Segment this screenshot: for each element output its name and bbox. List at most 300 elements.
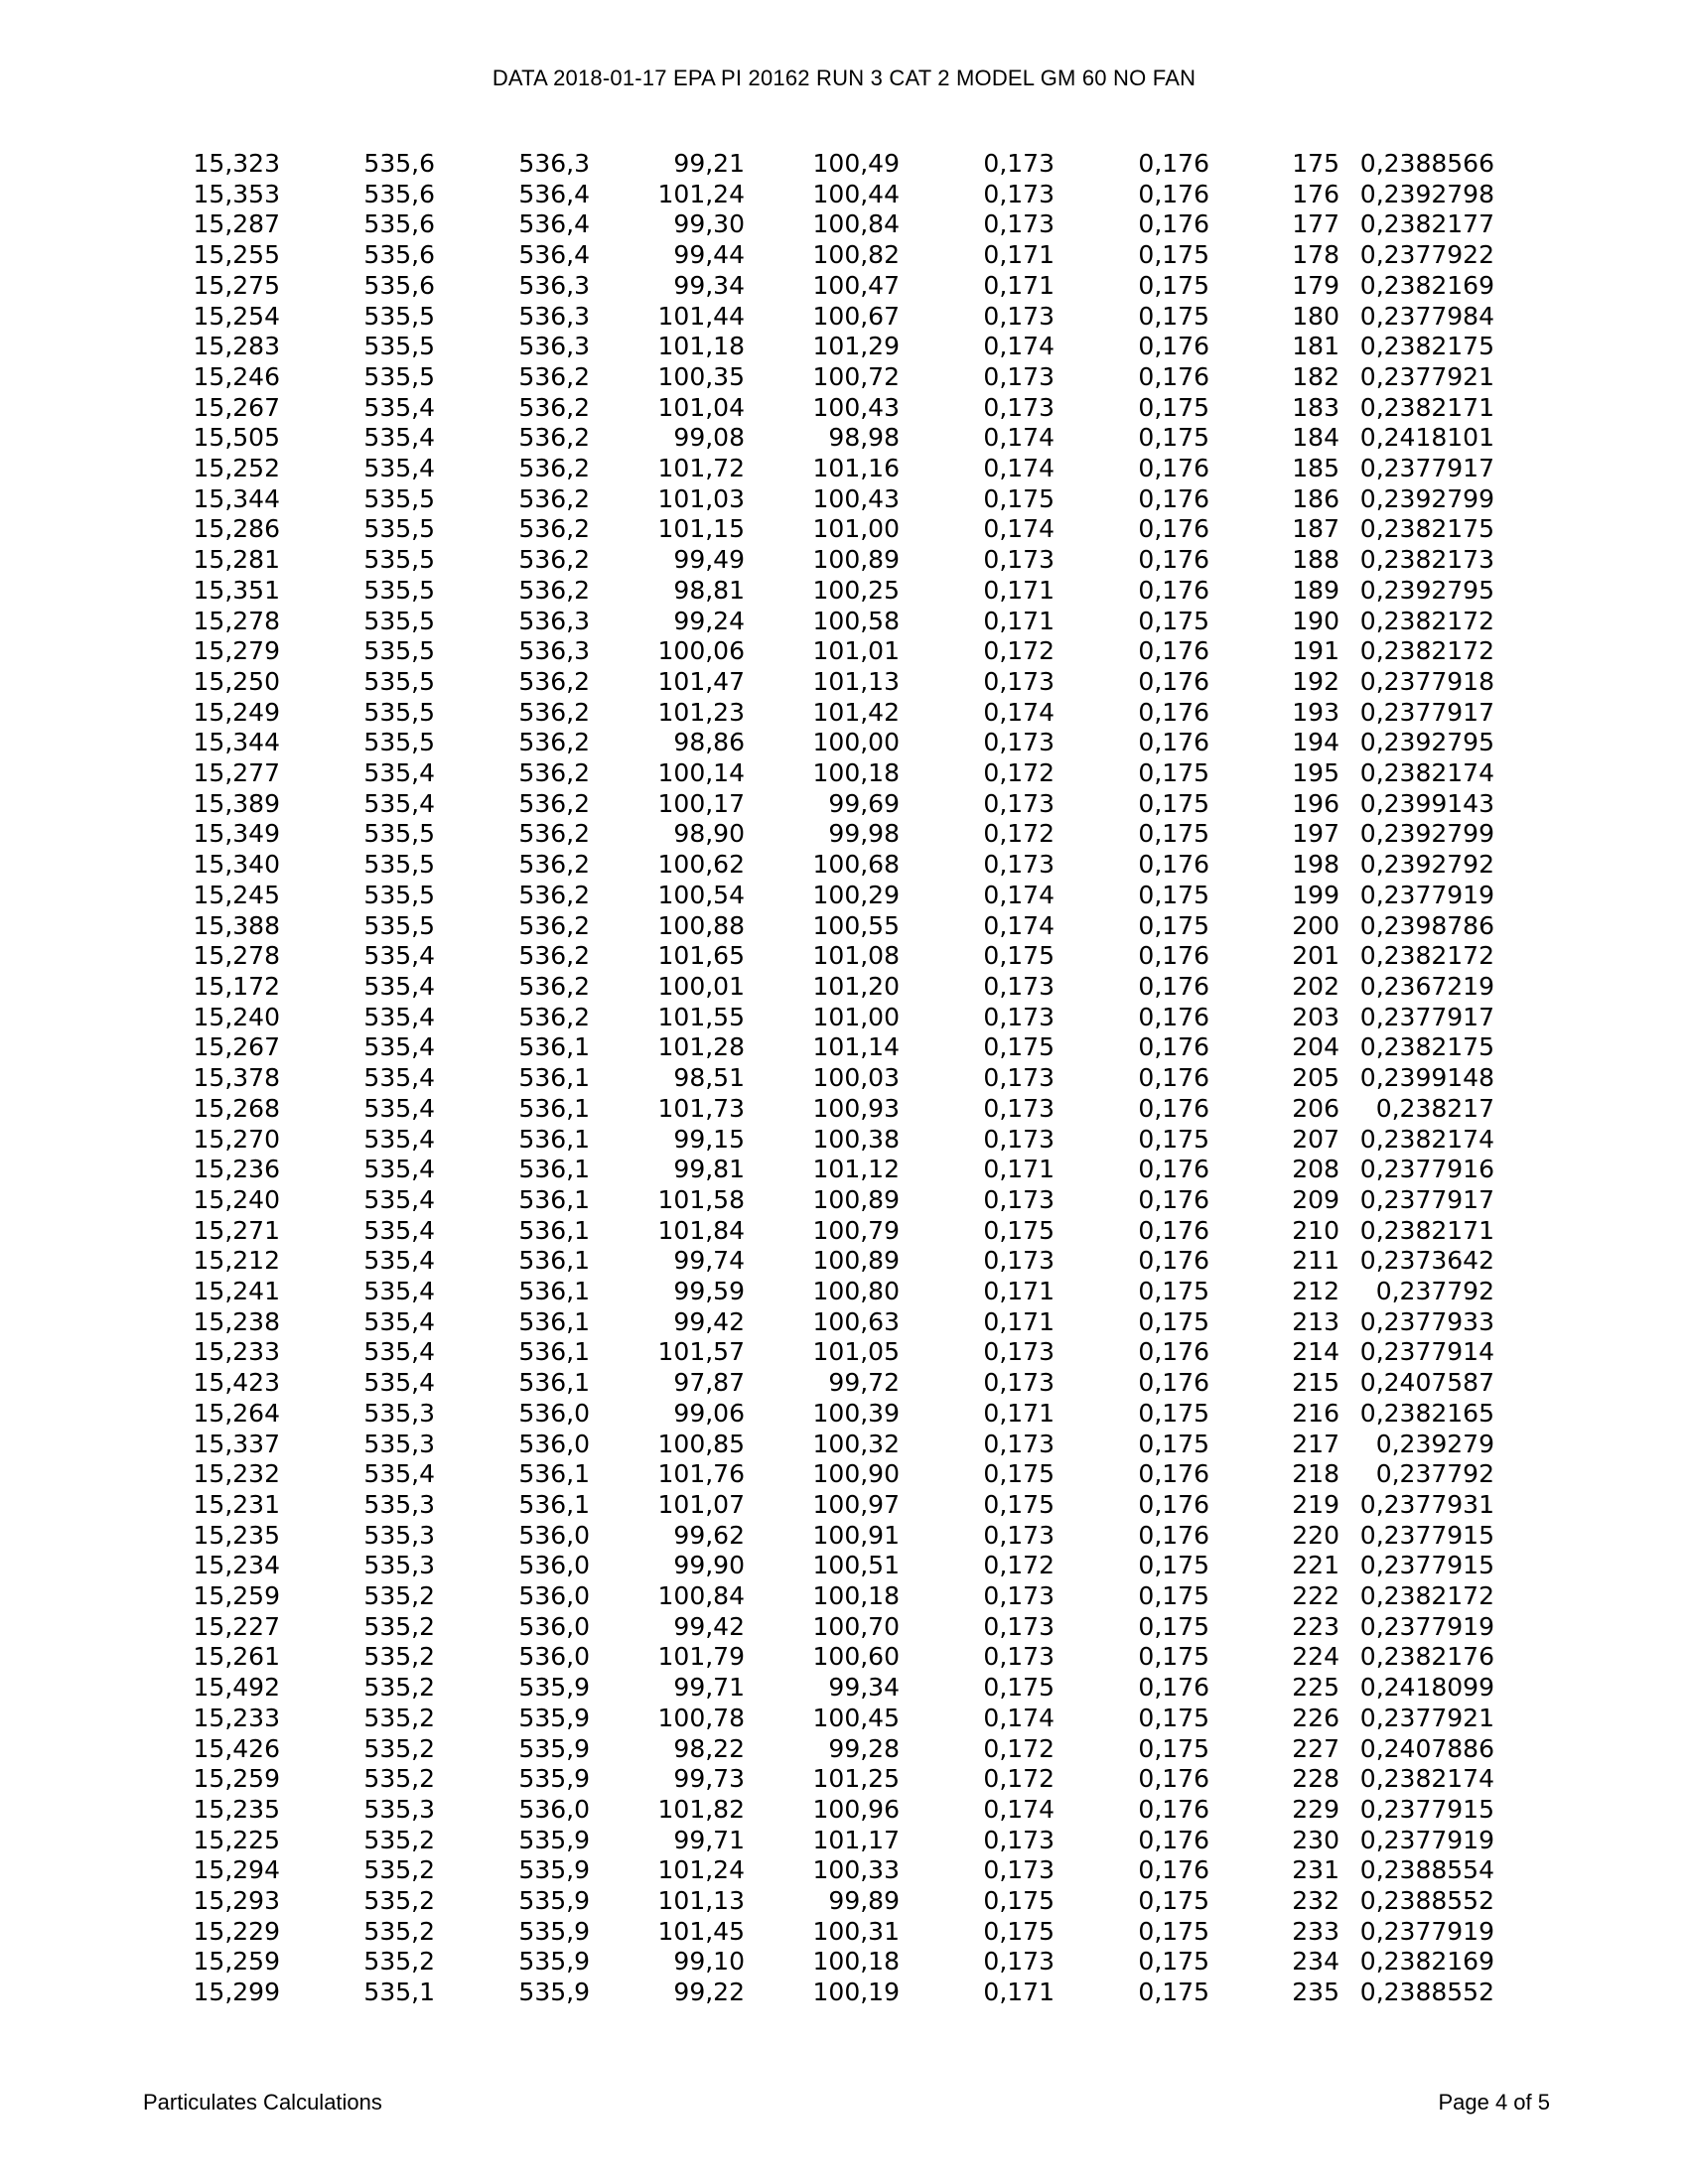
page-number: Page 4 of 5 — [1438, 2090, 1550, 2115]
table-cell: 535,3 — [363, 1520, 435, 1550]
table-cell: 0,2377918 — [1359, 666, 1494, 696]
table-cell: 15,250 — [193, 666, 280, 696]
table-cell: 0,237792 — [1375, 1459, 1494, 1489]
table-cell: 0,171 — [983, 270, 1055, 300]
table-cell: 536,0 — [518, 1429, 590, 1458]
table-cell: 0,176 — [1138, 575, 1209, 605]
table-cell: 15,259 — [193, 1581, 280, 1611]
table-cell: 535,3 — [363, 1489, 435, 1519]
table-cell: 536,1 — [518, 1215, 590, 1245]
table-cell: 192 — [1292, 666, 1339, 696]
table-cell: 205 — [1292, 1063, 1339, 1093]
table-cell: 199 — [1292, 880, 1339, 909]
table-cell: 535,5 — [363, 819, 435, 849]
table-cell: 15,267 — [193, 1032, 280, 1062]
table-cell: 15,505 — [193, 423, 280, 453]
table-cell: 0,176 — [1138, 850, 1209, 880]
table-cell: 536,2 — [518, 423, 590, 453]
table-row — [134, 728, 1494, 758]
table-cell: 15,259 — [193, 1947, 280, 1977]
table-cell: 15,277 — [193, 758, 280, 788]
table-cell: 535,5 — [363, 545, 435, 575]
table-cell: 201 — [1292, 941, 1339, 971]
table-cell: 535,9 — [518, 1764, 590, 1794]
table-cell: 15,252 — [193, 454, 280, 483]
table-cell: 0,172 — [983, 1764, 1055, 1794]
table-cell: 535,4 — [363, 1306, 435, 1336]
table-cell: 194 — [1292, 728, 1339, 757]
table-cell: 0,175 — [1138, 1703, 1209, 1732]
table-cell: 231 — [1292, 1855, 1339, 1885]
table-cell: 535,3 — [363, 1551, 435, 1580]
table-cell: 536,4 — [518, 179, 590, 208]
table-cell: 536,0 — [518, 1611, 590, 1641]
table-cell: 0,175 — [1138, 1581, 1209, 1611]
table-cell: 536,3 — [518, 332, 590, 361]
table-cell: 0,237792 — [1375, 1277, 1494, 1306]
table-cell: 0,176 — [1138, 1489, 1209, 1519]
table-cell: 220 — [1292, 1520, 1339, 1550]
table-cell: 99,15 — [673, 1124, 745, 1154]
table-cell: 0,176 — [1138, 1215, 1209, 1245]
table-cell: 0,171 — [983, 575, 1055, 605]
table-cell: 535,2 — [363, 1642, 435, 1672]
table-cell: 182 — [1292, 361, 1339, 391]
table-cell: 0,173 — [983, 1093, 1055, 1123]
table-cell: 15,271 — [193, 1215, 280, 1245]
table-cell: 0,173 — [983, 1642, 1055, 1672]
table-cell: 15,340 — [193, 850, 280, 880]
table-row — [134, 1490, 1494, 1521]
table-cell: 535,9 — [518, 1916, 590, 1946]
table-cell: 535,5 — [363, 880, 435, 909]
table-cell: 0,176 — [1138, 514, 1209, 544]
table-cell: 219 — [1292, 1489, 1339, 1519]
table-cell: 0,2382165 — [1359, 1398, 1494, 1428]
table-cell: 536,0 — [518, 1520, 590, 1550]
table-cell: 0,173 — [983, 1063, 1055, 1093]
table-cell: 0,2392792 — [1359, 850, 1494, 880]
table-cell: 0,176 — [1138, 209, 1209, 239]
table-cell: 0,173 — [983, 1002, 1055, 1031]
table-cell: 0,173 — [983, 1825, 1055, 1854]
table-cell: 0,2377914 — [1359, 1337, 1494, 1367]
table-row — [134, 941, 1494, 972]
table-cell: 535,4 — [363, 423, 435, 453]
table-cell: 101,42 — [812, 697, 900, 727]
table-cell: 0,2418101 — [1359, 423, 1494, 453]
table-cell: 535,9 — [518, 1947, 590, 1977]
table-cell: 0,2382175 — [1359, 514, 1494, 544]
table-row — [134, 607, 1494, 637]
table-cell: 0,2377921 — [1359, 361, 1494, 391]
table-cell: 101,08 — [812, 941, 900, 971]
table-cell: 0,176 — [1138, 1764, 1209, 1794]
table-cell: 536,3 — [518, 301, 590, 331]
table-cell: 0,175 — [1138, 1611, 1209, 1641]
table-cell: 0,2392795 — [1359, 575, 1494, 605]
table-cell: 100,96 — [812, 1794, 900, 1824]
table-cell: 535,6 — [363, 270, 435, 300]
table-cell: 0,171 — [983, 1277, 1055, 1306]
table-cell: 99,34 — [828, 1673, 900, 1703]
table-cell: 186 — [1292, 483, 1339, 513]
table-cell: 197 — [1292, 819, 1339, 849]
table-cell: 536,3 — [518, 636, 590, 666]
table-cell: 0,173 — [983, 1184, 1055, 1214]
table-cell: 536,1 — [518, 1337, 590, 1367]
table-cell: 0,2382175 — [1359, 332, 1494, 361]
table-cell: 0,176 — [1138, 149, 1209, 178]
table-cell: 15,232 — [193, 1459, 280, 1489]
table-cell: 196 — [1292, 788, 1339, 818]
table-row — [134, 1917, 1494, 1948]
table-cell: 100,47 — [812, 270, 900, 300]
table-cell: 0,2382172 — [1359, 941, 1494, 971]
table-row — [134, 1337, 1494, 1368]
table-cell: 190 — [1292, 606, 1339, 635]
table-cell: 0,176 — [1138, 1673, 1209, 1703]
table-cell: 101,82 — [657, 1794, 745, 1824]
table-cell: 0,173 — [983, 1429, 1055, 1458]
table-cell: 536,2 — [518, 758, 590, 788]
table-cell: 101,13 — [812, 666, 900, 696]
table-cell: 15,231 — [193, 1489, 280, 1519]
table-row — [134, 1855, 1494, 1886]
table-cell: 0,2377919 — [1359, 1916, 1494, 1946]
table-cell: 100,72 — [812, 361, 900, 391]
table-cell: 0,2382176 — [1359, 1642, 1494, 1672]
table-cell: 536,0 — [518, 1551, 590, 1580]
table-cell: 0,2377919 — [1359, 880, 1494, 909]
table-cell: 99,74 — [673, 1246, 745, 1276]
table-cell: 536,2 — [518, 728, 590, 757]
table-cell: 221 — [1292, 1551, 1339, 1580]
table-cell: 100,43 — [812, 483, 900, 513]
table-cell: 100,82 — [812, 240, 900, 270]
table-cell: 0,2382174 — [1359, 758, 1494, 788]
table-cell: 535,2 — [363, 1825, 435, 1854]
table-cell: 15,281 — [193, 545, 280, 575]
table-row — [134, 454, 1494, 484]
table-cell: 215 — [1292, 1368, 1339, 1398]
table-cell: 536,0 — [518, 1794, 590, 1824]
table-cell: 99,28 — [828, 1733, 900, 1763]
table-cell: 15,351 — [193, 575, 280, 605]
table-cell: 100,39 — [812, 1398, 900, 1428]
table-cell: 0,175 — [1138, 392, 1209, 422]
table-row — [134, 576, 1494, 607]
table-cell: 0,173 — [983, 1124, 1055, 1154]
table-cell: 536,2 — [518, 941, 590, 971]
table-cell: 536,2 — [518, 880, 590, 909]
table-cell: 99,06 — [673, 1398, 745, 1428]
table-cell: 0,175 — [1138, 1916, 1209, 1946]
table-cell: 15,294 — [193, 1855, 280, 1885]
table-cell: 99,22 — [673, 1978, 745, 2007]
table-cell: 101,05 — [812, 1337, 900, 1367]
table-cell: 210 — [1292, 1215, 1339, 1245]
table-cell: 0,2382171 — [1359, 1215, 1494, 1245]
table-cell: 15,255 — [193, 240, 280, 270]
table-cell: 0,176 — [1138, 728, 1209, 757]
table-cell: 222 — [1292, 1581, 1339, 1611]
table-cell: 101,07 — [657, 1489, 745, 1519]
table-cell: 15,275 — [193, 270, 280, 300]
table-row — [134, 302, 1494, 333]
table-cell: 0,175 — [1138, 423, 1209, 453]
table-cell: 208 — [1292, 1155, 1339, 1184]
table-cell: 15,254 — [193, 301, 280, 331]
table-cell: 0,175 — [983, 1459, 1055, 1489]
table-cell: 99,42 — [673, 1306, 745, 1336]
table-cell: 0,175 — [983, 1886, 1055, 1916]
table-cell: 15,267 — [193, 392, 280, 422]
table-cell: 535,4 — [363, 1184, 435, 1214]
table-cell: 0,2399143 — [1359, 788, 1494, 818]
table-cell: 101,84 — [657, 1215, 745, 1245]
table-cell: 15,236 — [193, 1155, 280, 1184]
table-cell: 0,175 — [1138, 240, 1209, 270]
table-row — [134, 1216, 1494, 1247]
table-cell: 0,175 — [1138, 1551, 1209, 1580]
table-cell: 0,2382169 — [1359, 1947, 1494, 1977]
table-cell: 235 — [1292, 1978, 1339, 2007]
table-cell: 100,33 — [812, 1855, 900, 1885]
table-cell: 535,9 — [518, 1855, 590, 1885]
table-cell: 15,337 — [193, 1429, 280, 1458]
table-cell: 535,5 — [363, 301, 435, 331]
table-cell: 214 — [1292, 1337, 1339, 1367]
table-cell: 101,57 — [657, 1337, 745, 1367]
table-cell: 0,2382173 — [1359, 545, 1494, 575]
table-cell: 0,175 — [1138, 788, 1209, 818]
table-cell: 101,15 — [657, 514, 745, 544]
table-cell: 198 — [1292, 850, 1339, 880]
table-cell: 100,31 — [812, 1916, 900, 1946]
table-cell: 0,2392795 — [1359, 728, 1494, 757]
table-cell: 181 — [1292, 332, 1339, 361]
table-row — [134, 180, 1494, 210]
table-cell: 0,171 — [983, 1155, 1055, 1184]
table-cell: 15,492 — [193, 1673, 280, 1703]
table-cell: 206 — [1292, 1093, 1339, 1123]
table-cell: 0,174 — [983, 332, 1055, 361]
table-cell: 535,3 — [363, 1398, 435, 1428]
table-cell: 100,18 — [812, 758, 900, 788]
table-row — [134, 758, 1494, 789]
table-cell: 535,6 — [363, 179, 435, 208]
table-cell: 0,2382174 — [1359, 1764, 1494, 1794]
table-cell: 0,2398786 — [1359, 910, 1494, 940]
table-cell: 0,2388566 — [1359, 149, 1494, 178]
table-cell: 100,00 — [812, 728, 900, 757]
table-cell: 101,24 — [657, 179, 745, 208]
table-cell: 100,03 — [812, 1063, 900, 1093]
table-cell: 189 — [1292, 575, 1339, 605]
table-row — [134, 1155, 1494, 1185]
table-cell: 213 — [1292, 1306, 1339, 1336]
table-cell: 15,286 — [193, 514, 280, 544]
table-cell: 100,97 — [812, 1489, 900, 1519]
table-cell: 202 — [1292, 971, 1339, 1001]
table-cell: 99,71 — [673, 1673, 745, 1703]
table-cell: 183 — [1292, 392, 1339, 422]
table-cell: 228 — [1292, 1764, 1339, 1794]
table-cell: 0,173 — [983, 1246, 1055, 1276]
table-cell: 100,84 — [812, 209, 900, 239]
page-title: DATA 2018-01-17 EPA PI 20162 RUN 3 CAT 2 MODEL GM 60 NO FAN — [492, 66, 1196, 90]
table-cell: 15,268 — [193, 1093, 280, 1123]
table-cell: 100,89 — [812, 545, 900, 575]
table-cell: 535,9 — [518, 1733, 590, 1763]
table-cell: 536,3 — [518, 149, 590, 178]
table-cell: 101,28 — [657, 1032, 745, 1062]
table-cell: 100,32 — [812, 1429, 900, 1458]
table-cell: 535,6 — [363, 209, 435, 239]
table-cell: 0,2382171 — [1359, 392, 1494, 422]
table-cell: 0,176 — [1138, 545, 1209, 575]
table-cell: 0,176 — [1138, 1063, 1209, 1093]
table-row — [134, 240, 1494, 271]
table-cell: 15,388 — [193, 910, 280, 940]
table-cell: 0,173 — [983, 392, 1055, 422]
table-cell: 15,278 — [193, 606, 280, 635]
table-cell: 536,2 — [518, 819, 590, 849]
table-row — [134, 1185, 1494, 1216]
table-cell: 212 — [1292, 1277, 1339, 1306]
table-cell: 0,2382175 — [1359, 1032, 1494, 1062]
table-row — [134, 1642, 1494, 1673]
table-cell: 535,5 — [363, 606, 435, 635]
table-cell: 101,58 — [657, 1184, 745, 1214]
table-cell: 0,176 — [1138, 666, 1209, 696]
table-cell: 0,175 — [1138, 606, 1209, 635]
table-cell: 536,1 — [518, 1032, 590, 1062]
table-cell: 100,25 — [812, 575, 900, 605]
table-cell: 536,4 — [518, 209, 590, 239]
table-cell: 0,2382169 — [1359, 270, 1494, 300]
table-row — [134, 1886, 1494, 1917]
table-cell: 100,78 — [657, 1703, 745, 1732]
table-cell: 0,175 — [1138, 270, 1209, 300]
table-cell: 535,9 — [518, 1825, 590, 1854]
table-cell: 100,90 — [812, 1459, 900, 1489]
table-row — [134, 1581, 1494, 1612]
table-cell: 101,79 — [657, 1642, 745, 1672]
table-cell: 0,239279 — [1375, 1429, 1494, 1458]
table-cell: 536,2 — [518, 545, 590, 575]
table-cell: 0,171 — [983, 240, 1055, 270]
table-cell: 15,283 — [193, 332, 280, 361]
table-row — [134, 1795, 1494, 1826]
table-cell: 535,4 — [363, 1063, 435, 1093]
table-cell: 535,9 — [518, 1978, 590, 2007]
table-cell: 535,4 — [363, 1277, 435, 1306]
table-cell: 98,98 — [828, 423, 900, 453]
table-cell: 101,47 — [657, 666, 745, 696]
table-cell: 100,18 — [812, 1581, 900, 1611]
table-cell: 535,4 — [363, 1093, 435, 1123]
table-cell: 0,174 — [983, 514, 1055, 544]
table-cell: 0,171 — [983, 1306, 1055, 1336]
table-cell: 0,173 — [983, 1611, 1055, 1641]
table-row — [134, 1125, 1494, 1156]
table-cell: 536,1 — [518, 1489, 590, 1519]
table-cell: 15,264 — [193, 1398, 280, 1428]
table-cell: 0,173 — [983, 788, 1055, 818]
table-cell: 0,176 — [1138, 1855, 1209, 1885]
table-cell: 0,2382172 — [1359, 606, 1494, 635]
table-cell: 0,175 — [983, 1215, 1055, 1245]
table-cell: 0,176 — [1138, 332, 1209, 361]
table-cell: 0,173 — [983, 545, 1055, 575]
table-cell: 15,389 — [193, 788, 280, 818]
table-cell: 97,87 — [673, 1368, 745, 1398]
table-cell: 188 — [1292, 545, 1339, 575]
table-cell: 101,20 — [812, 971, 900, 1001]
table-cell: 0,2382177 — [1359, 209, 1494, 239]
table-cell: 0,2392799 — [1359, 483, 1494, 513]
table-cell: 0,174 — [983, 1794, 1055, 1824]
table-cell: 0,2377933 — [1359, 1306, 1494, 1336]
table-cell: 225 — [1292, 1673, 1339, 1703]
table-cell: 0,176 — [1138, 1459, 1209, 1489]
table-cell: 101,04 — [657, 392, 745, 422]
table-cell: 100,55 — [812, 910, 900, 940]
table-row — [134, 393, 1494, 424]
table-row — [134, 423, 1494, 454]
table-cell: 211 — [1292, 1246, 1339, 1276]
table-cell: 15,426 — [193, 1733, 280, 1763]
table-cell: 100,19 — [812, 1978, 900, 2007]
table-cell: 180 — [1292, 301, 1339, 331]
table-cell: 179 — [1292, 270, 1339, 300]
table-row — [134, 1003, 1494, 1033]
table-cell: 536,3 — [518, 270, 590, 300]
table-cell: 0,176 — [1138, 1002, 1209, 1031]
table-cell: 536,1 — [518, 1063, 590, 1093]
table-cell: 15,212 — [193, 1246, 280, 1276]
table-row — [134, 1246, 1494, 1277]
table-cell: 98,90 — [673, 819, 745, 849]
table-row — [134, 1063, 1494, 1094]
table-cell: 100,62 — [657, 850, 745, 880]
table-row — [134, 1612, 1494, 1643]
table-cell: 0,2407886 — [1359, 1733, 1494, 1763]
table-cell: 101,03 — [657, 483, 745, 513]
table-cell: 101,24 — [657, 1855, 745, 1885]
table-cell: 15,172 — [193, 971, 280, 1001]
table-cell: 535,4 — [363, 1124, 435, 1154]
footer-title: Particulates Calculations — [143, 2090, 382, 2115]
table-cell: 0,176 — [1138, 1155, 1209, 1184]
table-cell: 0,176 — [1138, 483, 1209, 513]
table-row — [134, 1551, 1494, 1581]
table-row — [134, 1704, 1494, 1734]
table-cell: 99,81 — [673, 1155, 745, 1184]
table-cell: 15,261 — [193, 1642, 280, 1672]
table-cell: 204 — [1292, 1032, 1339, 1062]
table-cell: 0,173 — [983, 301, 1055, 331]
table-cell: 0,171 — [983, 606, 1055, 635]
table-cell: 0,2388554 — [1359, 1855, 1494, 1885]
table-cell: 535,2 — [363, 1673, 435, 1703]
table-cell: 200 — [1292, 910, 1339, 940]
table-cell: 535,4 — [363, 1368, 435, 1398]
table-cell: 0,173 — [983, 1337, 1055, 1367]
table-cell: 98,86 — [673, 728, 745, 757]
